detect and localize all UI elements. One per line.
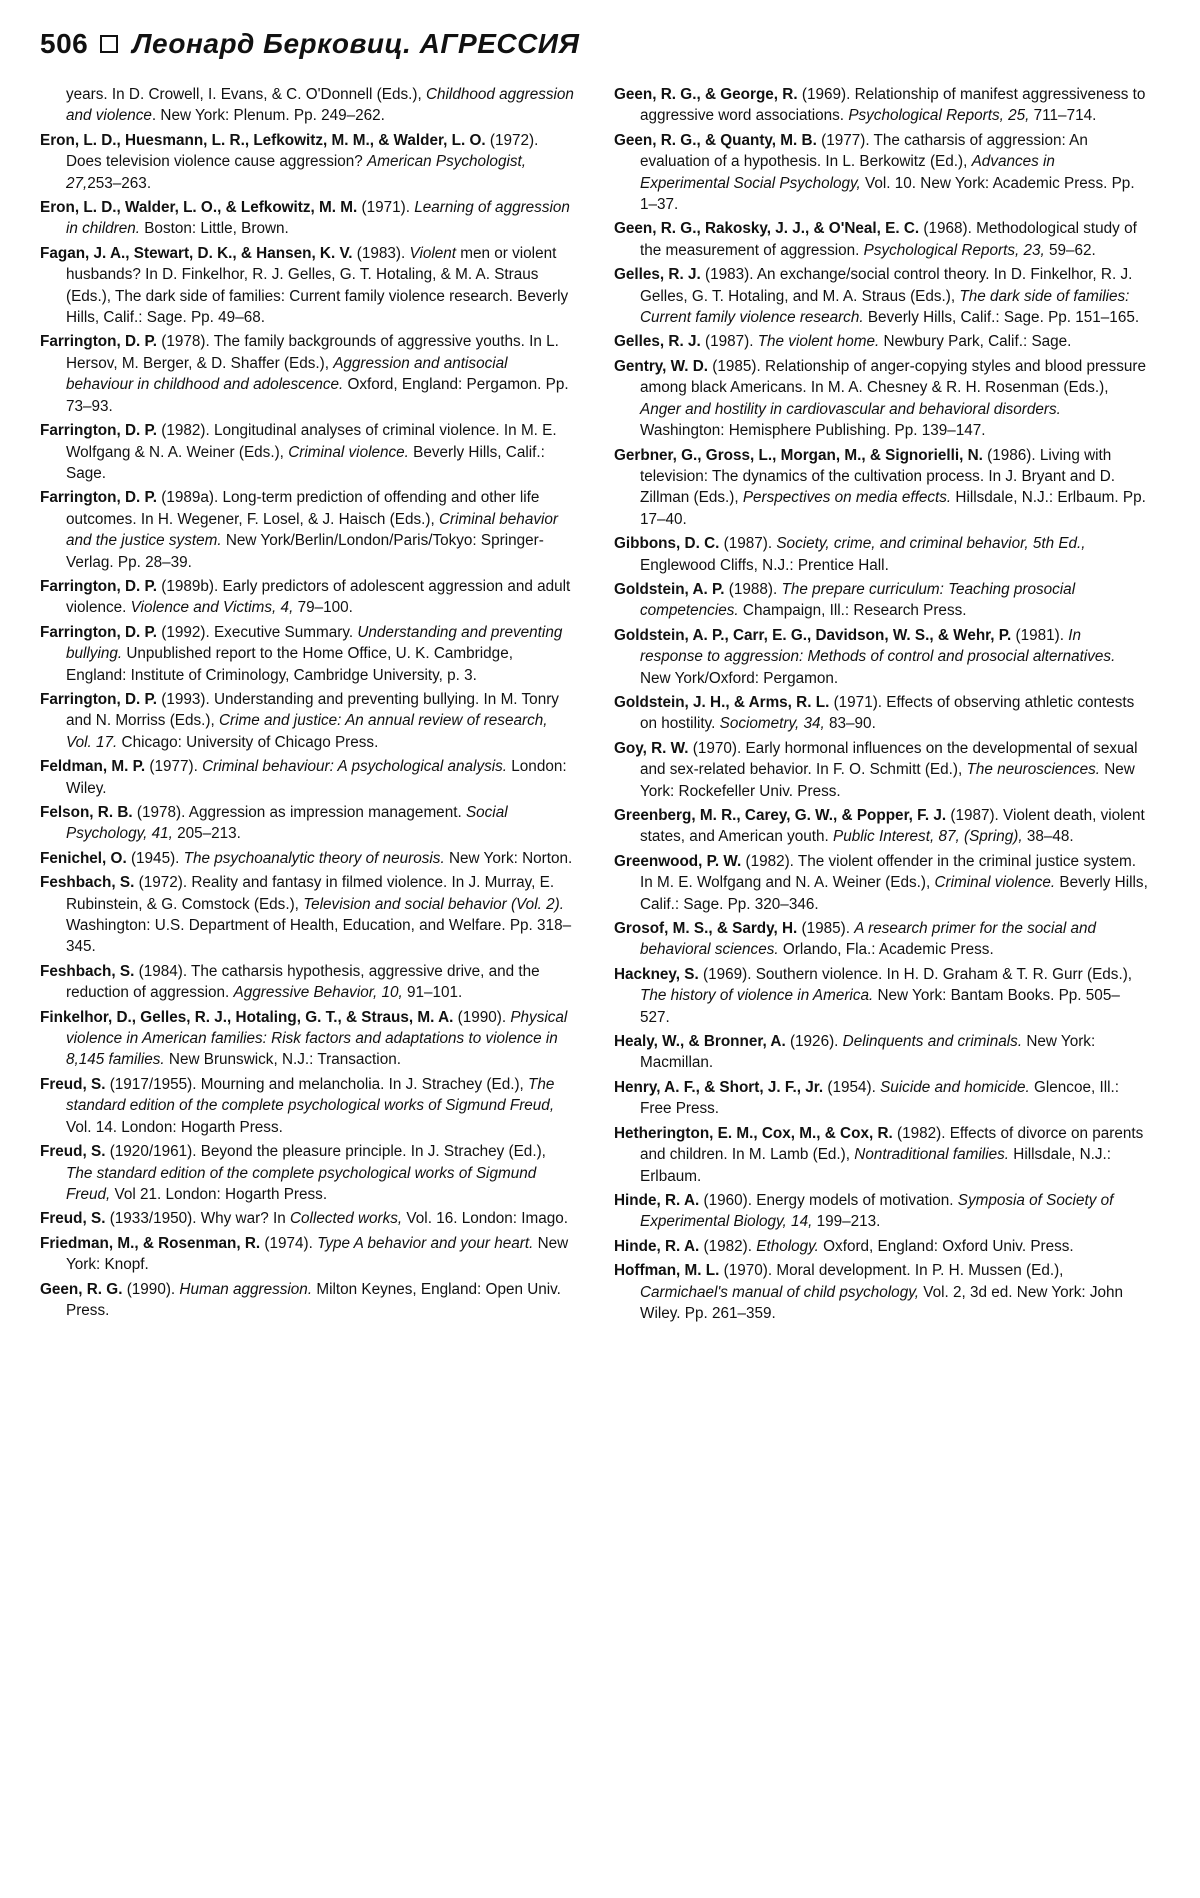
reference-details: (1987). Violent death, violent states, and American youth.: [640, 807, 1145, 846]
page-number: 506: [40, 28, 89, 59]
reference-details: (1971).: [357, 199, 415, 217]
reference-author: Goldstein, J. H., & Arms, R. L.: [614, 693, 830, 711]
reference-work-title: In response to aggression: Methods of control and prosocial alternatives.: [640, 626, 1116, 666]
reference-details: (1989a). Long-term prediction of offending and other life outcomes. In H. Wegener, F. Losel, & J. Haisch (Eds.),: [66, 489, 540, 528]
reference-author: Fagan, J. A., Stewart, D. K., & Hansen, K. V.: [40, 244, 353, 262]
reference-details: (1954).: [823, 1078, 881, 1096]
reference-author: Farrington, D. P.: [40, 489, 158, 507]
reference-author: Hinde, R. A.: [614, 1237, 700, 1255]
reference-details-end: Beverly Hills, Calif.: Sage.: [66, 443, 545, 482]
reference-entry: [614, 625, 1148, 689]
reference-work-title: Psychological Reports, 25,: [848, 107, 1030, 125]
reference-details: (1993). Understanding and preventing bullying. In M. Tonry and N. Morriss (Eds.),: [66, 690, 559, 730]
reference-work-title: Symposia of Society of Experimental Biology, 14,: [640, 1191, 1114, 1231]
reference-details-end: Oxford, England: Pergamon. Pp. 73–93.: [66, 376, 569, 415]
reference-details: (1985).: [797, 920, 855, 938]
reference-author: Gerbner, G., Gross, L., Morgan, M., & Signorielli, N.: [614, 446, 983, 464]
reference-details: (1920/1961). Beyond the pleasure principle. In J. Strachey (Ed.),: [105, 1143, 546, 1161]
reference-work-title: The standard edition of the complete psychological works of Sigmund Freud,: [66, 1164, 537, 1203]
reference-entry: [40, 1007, 574, 1071]
reference-entry: [40, 130, 574, 194]
reference-entry: [40, 689, 574, 753]
reference-work-title: The dark side of families: Current family violence research.: [640, 287, 1130, 327]
reference-details-end: Washington: Hemisphere Publishing. Pp. 139–147.: [640, 422, 986, 440]
reference-entry: [614, 1077, 1148, 1120]
reference-entry: [40, 84, 574, 127]
reference-details-end: 253–263.: [87, 174, 152, 192]
reference-author: Feldman, M. P.: [40, 758, 146, 776]
reference-work-title: The standard edition of the complete psychological works of Sigmund Freud,: [66, 1075, 555, 1115]
reference-work-title: The prepare curriculum: Teaching prosocial competencies.: [640, 580, 1076, 620]
reference-details-end: 199–213.: [812, 1213, 881, 1231]
reference-details: (1987).: [700, 333, 758, 351]
reference-entry: [614, 1031, 1148, 1074]
reference-author: Goldstein, A. P., Carr, E. G., Davidson, W. S., & Wehr, P.: [614, 626, 1012, 644]
reference-details: (1988).: [724, 580, 782, 598]
running-header: [40, 22, 1148, 66]
reference-author: Hinde, R. A.: [614, 1191, 700, 1209]
reference-entry: [614, 579, 1148, 622]
reference-details-end: Vol. 10. New York: Academic Press. Pp. 1–37.: [640, 174, 1135, 214]
reference-author: Freud, S.: [40, 1143, 106, 1161]
reference-entry: [614, 1236, 1148, 1257]
reference-entry: [40, 872, 574, 958]
reference-details-end: Beverly Hills, Calif.: Sage. Pp. 320–346.: [640, 874, 1148, 913]
reference-entry: [614, 738, 1148, 802]
reference-work-title: Violent: [409, 244, 457, 262]
reference-details-end: Vol. 14. London: Hogarth Press.: [66, 1118, 283, 1136]
reference-details-end: . New York: Plenum. Pp. 249–262.: [151, 107, 385, 125]
reference-details-end: Chicago: University of Chicago Press.: [117, 733, 379, 751]
reference-work-title: Aggressive Behavior, 10,: [233, 984, 403, 1002]
reference-author: Freud, S.: [40, 1210, 106, 1228]
left-column: [40, 84, 574, 1327]
reference-details-end: Hillsdale, N.J.: Erlbaum. Pp. 17–40.: [640, 489, 1146, 528]
reference-details: years. In D. Crowell, I. Evans, & C. O'Donnell (Eds.),: [66, 86, 426, 103]
reference-entry: [40, 622, 574, 686]
reference-author: Felson, R. B.: [40, 804, 133, 821]
reference-author: Feshbach, S.: [40, 962, 135, 980]
reference-details-end: 711–714.: [1029, 107, 1097, 125]
reference-details-end: New York/Oxford: Pergamon.: [640, 669, 839, 687]
reference-details: (1992). Executive Summary.: [157, 623, 358, 641]
reference-work-title: Social Psychology, 41,: [66, 804, 508, 843]
reference-details: (1970). Early hormonal influences on the developmental of sexual and sex-related behavior. In F. O. Schmitt (Ed.),: [640, 739, 1138, 779]
right-column: [614, 84, 1148, 1327]
reference-details-end: New York/Berlin/London/Paris/Tokyo: Springer-Verlag. Pp. 28–39.: [66, 532, 544, 571]
reference-work-title: The violent home.: [757, 333, 880, 351]
reference-details: (1972). Reality and fantasy in filmed violence. In J. Murray, E. Rubinstein, & G. Comstock (Eds.),: [66, 874, 555, 913]
reference-author: Hackney, S.: [614, 965, 699, 983]
reference-work-title: Public Interest, 87, (Spring),: [833, 828, 1023, 846]
reference-details-end: Beverly Hills, Calif.: Sage. Pp. 151–165.: [863, 309, 1140, 327]
reference-details-end: Newbury Park, Calif.: Sage.: [879, 333, 1072, 351]
reference-work-title: Aggression and antisocial behaviour in childhood and adolescence.: [66, 354, 508, 394]
reference-work-title: The neurosciences.: [966, 761, 1100, 779]
reference-author: Henry, A. F., & Short, J. F., Jr.: [614, 1078, 824, 1096]
reference-details: (1972). Does television violence cause aggression?: [66, 131, 539, 171]
reference-work-title: Anger and hostility in cardiovascular and behavioral disorders.: [640, 400, 1061, 418]
reference-details-end: Oxford, England: Oxford Univ. Press.: [818, 1237, 1074, 1255]
reference-work-title: Crime and justice: An annual review of research, Vol. 17.: [66, 712, 548, 751]
reference-details: (1982). Effects of divorce on parents and children. In M. Lamb (Ed.),: [640, 1124, 1144, 1164]
reference-author: Farrington, D. P.: [40, 422, 158, 440]
reference-entry: [614, 130, 1148, 216]
reference-author: Farrington, D. P.: [40, 333, 158, 351]
reference-details-end: Washington: U.S. Department of Health, Education, and Welfare. Pp. 318–345.: [66, 917, 572, 956]
reference-details-end: 79–100.: [293, 599, 353, 617]
reference-details: (1926).: [785, 1033, 843, 1051]
reference-author: Farrington, D. P.: [40, 577, 158, 595]
reference-author: Geen, R. G.: [40, 1280, 123, 1298]
reference-entry: [40, 243, 574, 329]
reference-details: (1969). Relationship of manifest aggressiveness to aggressive word associations.: [640, 86, 1146, 125]
reference-work-title: Ethology.: [756, 1237, 819, 1255]
reference-work-title: Childhood aggression and violence: [66, 86, 574, 125]
reference-author: Gibbons, D. C.: [614, 535, 720, 553]
reference-details-end: Milton Keynes, England: Open Univ. Press.: [66, 1280, 561, 1319]
reference-entry: [614, 805, 1148, 848]
reference-details: (1917/1955). Mourning and melancholia. In J. Strachey (Ed.),: [105, 1075, 529, 1093]
reference-work-title: Criminal violence.: [934, 874, 1056, 892]
reference-details-end: Hillsdale, N.J.: Erlbaum.: [640, 1146, 1112, 1185]
reference-details-end: 83–90.: [824, 715, 876, 733]
reference-author: Finkelhor, D., Gelles, R. J., Hotaling, G. T., & Straus, M. A.: [40, 1008, 454, 1026]
reference-author: Farrington, D. P.: [40, 690, 158, 708]
reference-details: (1970). Moral development. In P. H. Mussen (Ed.),: [719, 1262, 1064, 1280]
reference-work-title: Nontraditional families.: [854, 1146, 1010, 1164]
reference-entry: [40, 802, 574, 845]
reference-details-end: New York: Rockefeller Univ. Press.: [640, 761, 1135, 800]
reference-author: Greenberg, M. R., Carey, G. W., & Popper, F. J.: [614, 807, 947, 824]
reference-work-title: Criminal behaviour: A psychological analysis.: [202, 758, 508, 776]
reference-entry: [614, 964, 1148, 1028]
reference-entry: [40, 487, 574, 573]
reference-details: (1983).: [352, 244, 410, 262]
reference-entry: [40, 576, 574, 619]
reference-work-title: Society, crime, and criminal behavior, 5th Ed.,: [776, 535, 1086, 553]
reference-author: Goy, R. W.: [614, 739, 689, 757]
reference-details: (1978). The family backgrounds of aggressive youths. In L. Hersov, M. Berger, & D. Shaffer (Eds.),: [66, 333, 559, 372]
reference-entry: [40, 1141, 574, 1205]
reference-work-title: Advances in Experimental Social Psychology,: [640, 153, 1055, 192]
reference-details: (1982).: [699, 1237, 757, 1255]
reference-work-title: Violence and Victims, 4,: [130, 599, 294, 617]
reference-author: Geen, R. G., & Quanty, M. B.: [614, 131, 817, 149]
reference-details: (1982). Longitudinal analyses of criminal violence. In M. E. Wolfgang & N. A. Weiner (Eds.),: [66, 422, 557, 461]
reference-details: (1977).: [145, 758, 203, 776]
reference-work-title: Type A behavior and your heart.: [317, 1234, 534, 1252]
reference-author: Gelles, R. J.: [614, 266, 701, 284]
reference-details: (1971). Effects of observing athletic contests on hostility.: [640, 693, 1135, 733]
reference-details: (1977). The catharsis of aggression: An evaluation of a hypothesis. In L. Berkowitz (Ed.),: [640, 131, 1088, 171]
reference-entry: [614, 1260, 1148, 1324]
reference-entry: [614, 356, 1148, 442]
reference-work-title: The history of violence in America.: [640, 987, 874, 1005]
reference-details-end: Unpublished report to the Home Office, U. K. Cambridge, England: Institute of Criminology, Cambridge University, p. 3.: [66, 645, 513, 684]
reference-entry: [40, 756, 574, 799]
reference-work-title: Understanding and preventing bullying.: [66, 623, 563, 663]
reference-entry: [614, 918, 1148, 961]
reference-author: Gelles, R. J.: [614, 333, 701, 351]
reference-details: (1990).: [122, 1280, 180, 1298]
reference-work-title: Perspectives on media effects.: [742, 489, 952, 507]
reference-author: Grosof, M. S., & Sardy, H.: [614, 920, 798, 938]
square-box-icon: [100, 35, 118, 53]
reference-entry: [40, 197, 574, 240]
reference-entry: [614, 851, 1148, 915]
reference-details-end: Englewood Cliffs, N.J.: Prentice Hall.: [640, 556, 889, 574]
reference-details-end: Boston: Little, Brown.: [139, 220, 289, 238]
reference-author: Eron, L. D., Walder, L. O., & Lefkowitz, M. M.: [40, 199, 358, 217]
reference-entry: [614, 1123, 1148, 1187]
reference-work-title: Television and social behavior (Vol. 2).: [303, 895, 564, 913]
reference-details-end: New York: Bantam Books. Pp. 505–527.: [640, 987, 1120, 1026]
reference-work-title: A research primer for the social and behavioral sciences.: [640, 920, 1097, 959]
reference-author: Fenichel, O.: [40, 849, 127, 867]
reference-details-end: men or violent husbands? In D. Finkelhor, R. J. Gelles, G. T. Hotaling, & M. A. Straus (Eds.), The dark side of families: Current family violence research. Beverly Hills, Calif.: Sage. Pp. 49–68.: [66, 244, 569, 327]
reference-work-title: Collected works,: [289, 1210, 403, 1228]
reference-details: (1989b). Early predictors of adolescent aggression and adult violence.: [66, 577, 571, 617]
reference-work-title: Sociometry, 34,: [719, 715, 825, 733]
reference-details-end: 38–48.: [1022, 828, 1074, 846]
reference-details: (1990).: [453, 1008, 511, 1026]
reference-details: (1984). The catharsis hypothesis, aggressive drive, and the reduction of aggression.: [66, 962, 540, 1002]
reference-work-title: The psychoanalytic theory of neurosis.: [183, 849, 445, 867]
reference-entry: [40, 331, 574, 417]
reference-author: Geen, R. G., & George, R.: [614, 86, 798, 103]
reference-details-end: Vol. 2, 3d ed. New York: John Wiley. Pp. 261–359.: [640, 1283, 1124, 1322]
reference-author: Farrington, D. P.: [40, 623, 158, 641]
reference-details-end: Glencoe, Ill.: Free Press.: [640, 1078, 1120, 1118]
reference-work-title: Human aggression.: [179, 1280, 313, 1298]
reference-details-end: Vol. 16. London: Imago.: [402, 1210, 569, 1228]
reference-author: Freud, S.: [40, 1075, 106, 1093]
reference-author: Feshbach, S.: [40, 874, 135, 892]
reference-entry: [40, 1279, 574, 1322]
reference-work-title: Physical violence in American families: Risk factors and adaptations to violence in 8,145 families.: [66, 1008, 568, 1069]
reference-entry: [40, 1208, 574, 1229]
reference-details: (1983). An exchange/social control theory. In D. Finkelhor, R. J. Gelles, G. T. Hotaling, and M. A. Straus (Eds.),: [640, 266, 1133, 305]
reference-work-title: Learning of aggression in children.: [66, 199, 570, 238]
reference-work-title: Criminal behavior and the justice system.: [66, 510, 558, 550]
reference-details: (1978). Aggression as impression management.: [132, 804, 466, 821]
reference-entry: [614, 1190, 1148, 1233]
reference-work-title: Suicide and homicide.: [880, 1078, 1030, 1096]
reference-entry: [40, 848, 574, 869]
reference-details: (1986). Living with television: The dynamics of the cultivation process. In J. Bryant and D. Zillman (Eds.),: [640, 446, 1116, 507]
reference-details-end: 59–62.: [1044, 241, 1096, 259]
reference-details: (1974).: [260, 1234, 318, 1252]
reference-work-title: Carmichael's manual of child psychology,: [640, 1283, 919, 1301]
reference-work-title: Criminal violence.: [288, 443, 409, 461]
reference-details-end: London: Wiley.: [66, 758, 567, 797]
reference-details-end: Champaign, Ill.: Research Press.: [738, 602, 967, 620]
reference-details-end: 205–213.: [172, 825, 241, 843]
reference-details-end: Orlando, Fla.: Academic Press.: [778, 941, 994, 959]
reference-details: (1945).: [126, 849, 184, 867]
reference-details: (1960). Energy models of motivation.: [699, 1191, 958, 1209]
reference-work-title: Psychological Reports, 23,: [863, 241, 1045, 259]
reference-work-title: Delinquents and criminals.: [842, 1033, 1023, 1051]
reference-entry: [614, 692, 1148, 735]
reference-author: Eron, L. D., Huesmann, L. R., Lefkowitz, M. M., & Walder, L. O.: [40, 131, 486, 149]
reference-details: (1985). Relationship of anger-copying styles and blood pressure among black Americans. In M. A. Chesney & R. H. Rosenman (Eds.),: [640, 357, 1146, 397]
reference-details: (1982). The violent offender in the criminal justice system. In M. E. Wolfgang and N. A. Weiner (Eds.),: [640, 852, 1137, 892]
reference-entry: [614, 533, 1148, 576]
reference-author: Friedman, M., & Rosenman, R.: [40, 1234, 261, 1252]
book-title: Леонард Берковиц. АГРЕССИЯ: [132, 28, 580, 59]
reference-author: Greenwood, P. W.: [614, 852, 742, 870]
reference-entry: [614, 331, 1148, 352]
reference-columns: [40, 84, 1148, 1327]
reference-entry: [614, 218, 1148, 261]
reference-details: (1987).: [719, 535, 777, 553]
reference-details: (1981).: [1011, 626, 1069, 644]
reference-details-end: New York: Norton.: [444, 849, 573, 867]
reference-details-end: New York: Knopf.: [66, 1234, 569, 1274]
reference-entry: [40, 1233, 574, 1276]
reference-author: Geen, R. G., Rakosky, J. J., & O'Neal, E. C.: [614, 220, 920, 238]
reference-details-end: New Brunswick, N.J.: Transaction.: [164, 1051, 401, 1069]
reference-entry: [40, 420, 574, 484]
reference-author: Hoffman, M. L.: [614, 1262, 720, 1280]
reference-entry: [40, 1074, 574, 1138]
reference-details: (1933/1950). Why war? In: [105, 1210, 290, 1228]
reference-details: (1969). Southern violence. In H. D. Graham & T. R. Gurr (Eds.),: [698, 965, 1133, 983]
reference-author: Goldstein, A. P.: [614, 580, 725, 598]
reference-entry: [614, 84, 1148, 127]
reference-author: Hetherington, E. M., Cox, M., & Cox, R.: [614, 1124, 893, 1142]
reference-author: Gentry, W. D.: [614, 357, 709, 375]
reference-entry: [614, 264, 1148, 328]
reference-work-title: American Psychologist, 27,: [66, 153, 526, 192]
reference-details: (1968). Methodological study of the measurement of aggression.: [640, 220, 1137, 259]
reference-entry: [614, 445, 1148, 531]
reference-details-end: New York: Macmillan.: [640, 1033, 1096, 1072]
reference-details-end: 91–101.: [402, 984, 463, 1002]
reference-details-end: Vol 21. London: Hogarth Press.: [110, 1185, 328, 1203]
reference-author: Healy, W., & Bronner, A.: [614, 1033, 786, 1051]
reference-entry: [40, 961, 574, 1004]
